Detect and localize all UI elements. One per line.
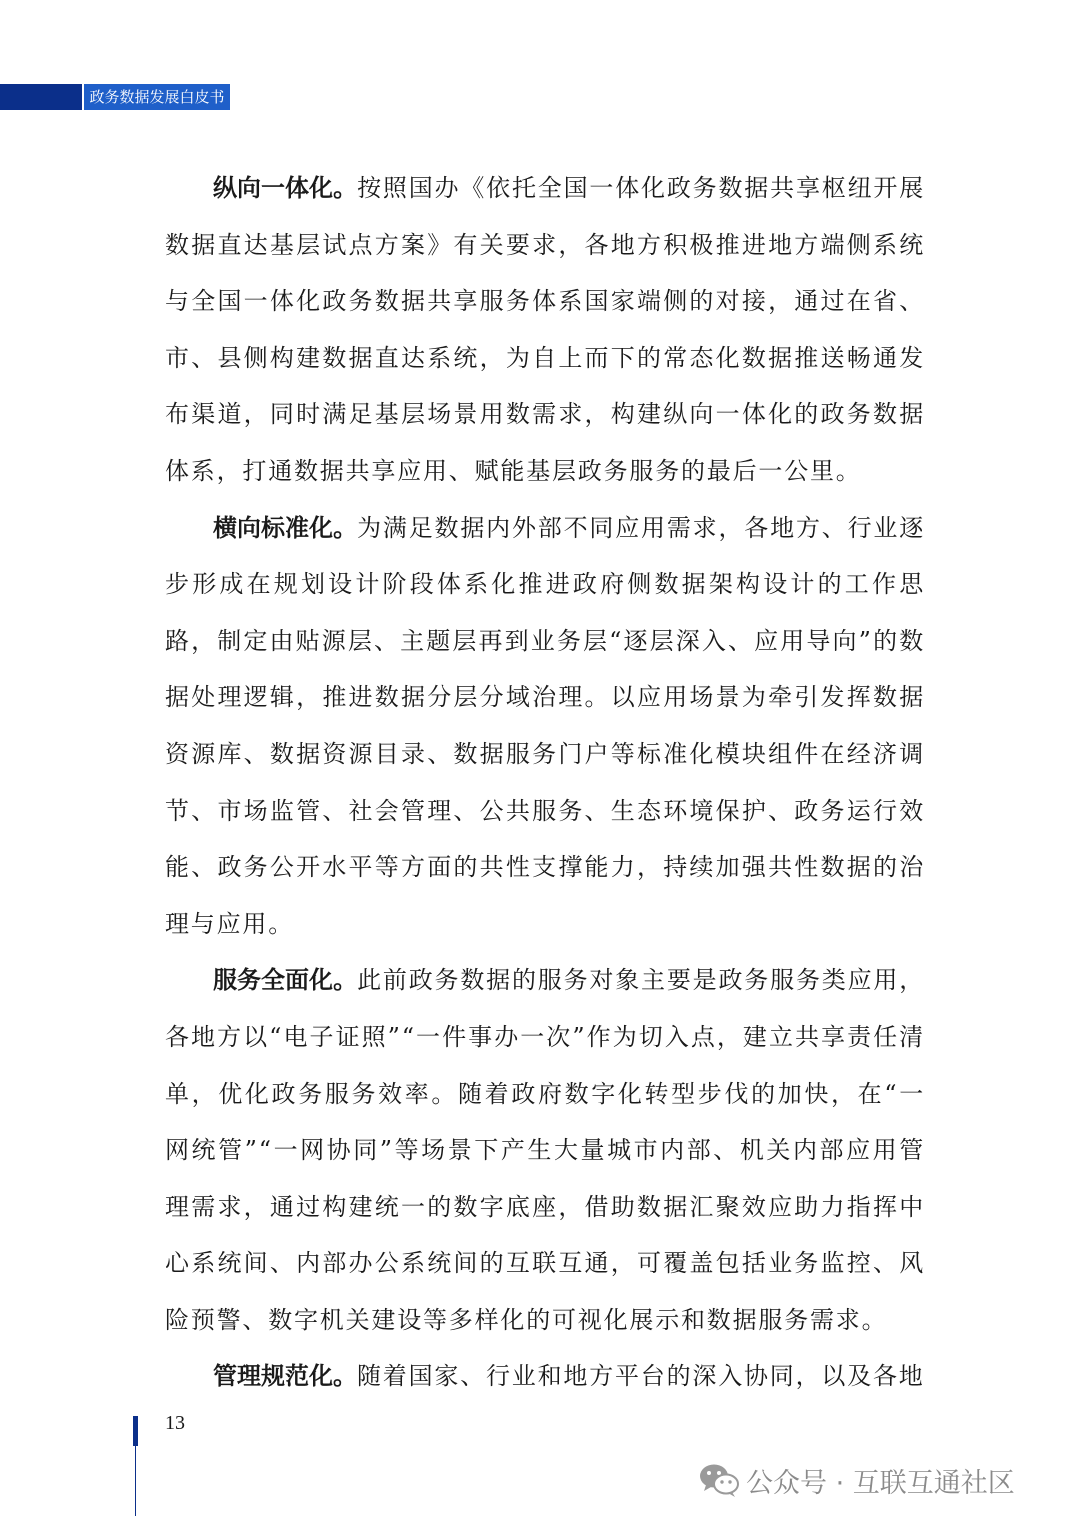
paragraph-text: 随着国家、行业和地方平台的深入协同，以及各地: [357, 1362, 925, 1391]
watermark: [698, 1458, 1015, 1502]
header-title: 政务数据发展白皮书: [84, 84, 230, 110]
paragraph-text: 此前政务数据的服务对象主要是政务服务类应用，各地方以“电子证照”“一件事办一次”作为切入点，建立共享责任清单，优化政务服务效率。随着政府数字化转型步伐的加快，在“一网统管”“一网协同”等场景下产生大量城市内部、机关内部应用管理需求，通过构建统一的数字底座，借助数据汇聚效应助力指挥中心系统间、内部办公系统间的互联互通，可覆盖包括业务监控、风险预警、数字机关建设等多样化的可视化展示和数据服务需求。: [165, 966, 925, 1334]
paragraph-horizontal-standardization: [165, 500, 925, 953]
paragraph-lead: 管理规范化。: [213, 1362, 357, 1391]
paragraph-vertical-integration: [165, 160, 925, 500]
paragraph-service-comprehensive: [165, 952, 925, 1348]
paragraph-management-standardization: [165, 1348, 925, 1405]
page-marker-line: [135, 1446, 136, 1516]
page-marker-bar: [133, 1416, 138, 1446]
paragraph-lead: 横向标准化。: [213, 513, 358, 542]
paragraph-lead: 服务全面化。: [213, 966, 358, 995]
wechat-icon: [698, 1462, 740, 1498]
page-number: 13: [165, 1412, 185, 1434]
body-text: [165, 160, 925, 1405]
paragraph-text: 按照国办《依托全国一体化政务数据共享枢纽开展数据直达基层试点方案》有关要求，各地方积极推进地方端侧系统与全国一体化政务数据共享服务体系国家端侧的对接，通过在省、市、县侧构建数据直达系统，为自上而下的常态化数据推送畅通发布渠道，同时满足基层场景用数需求，构建纵向一体化的政务数据体系，打通数据共享应用、赋能基层政务服务的最后一公里。: [165, 174, 925, 485]
paragraph-text: 为满足数据内外部不同应用需求，各地方、行业逐步形成在规划设计阶段体系化推进政府侧数据架构设计的工作思路，制定由贴源层、主题层再到业务层“逐层深入、应用导向”的数据处理逻辑，推进数据分层分域治理。以应用场景为牵引发挥数据资源库、数据资源目录、数据服务门户等标准化模块组件在经济调节、市场监管、社会管理、公共服务、生态环境保护、政务运行效能、政务公开水平等方面的共性支撑能力，持续加强共性数据的治理与应用。: [165, 513, 925, 938]
paragraph-lead: 纵向一体化。: [213, 174, 358, 202]
watermark-text: 公众号 · 互联互通社区: [746, 1467, 1015, 1499]
header-band: [0, 84, 82, 110]
